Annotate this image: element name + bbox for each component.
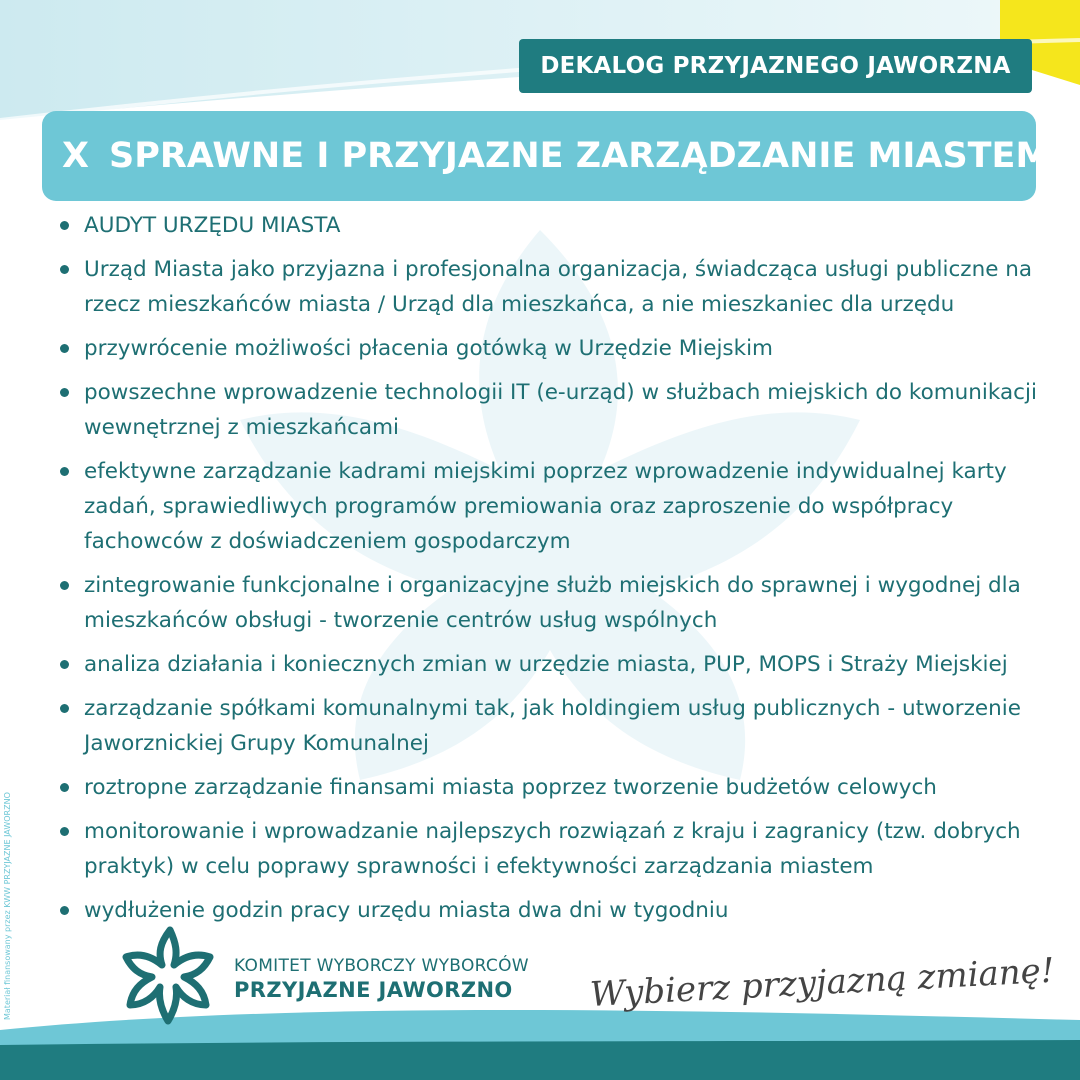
side-note: Materiał finansowany przez KWW PRZYJAZNE JAWORZNO	[3, 792, 12, 1020]
list-item-line: wewnętrznej z mieszkańcami	[84, 415, 400, 440]
list-item-line: analiza działania i koniecznych zmian w urzędzie miasta, PUP, MOPS i Straży Miejskiej	[84, 652, 1008, 677]
top-badge: DEKALOG PRZYJAZNEGO JAWORZNA	[519, 39, 1032, 93]
organization-name	[234, 956, 529, 1002]
list-item-line: zadań, sprawiedliwych programów premiowania oraz zaproszenie do współpracy	[84, 494, 954, 519]
bullet-icon	[60, 265, 69, 274]
list-item-line: wydłużenie godzin pracy urzędu miasta dwa dni w tygodniu	[84, 898, 729, 923]
list-item-line: zintegrowanie funkcjonalne i organizacyjne służb miejskich do sprawnej i wygodnej dla	[84, 573, 1021, 598]
list-item-line: fachowców z doświadczeniem gospodarczym	[84, 529, 571, 554]
list-item-line: efektywne zarządzanie kadrami miejskimi poprzez wprowadzenie indywidualnej karty	[84, 459, 1007, 484]
bullet-icon	[60, 704, 69, 713]
list-item-line: monitorowanie i wprowadzanie najlepszych rozwiązań z kraju i zagranicy (tzw. dobrych	[84, 819, 1021, 844]
list-item	[60, 331, 1050, 366]
list-item-line: zarządzanie spółkami komunalnymi tak, jak holdingiem usług publicznych - utworzenie	[84, 696, 1021, 721]
list-item-line: przywrócenie możliwości płacenia gotówką w Urzędzie Miejskim	[84, 336, 773, 361]
org-line2: PRZYJAZNE JAWORZNO	[234, 978, 513, 1002]
bullet-icon	[60, 906, 69, 915]
list-item-line: AUDYT URZĘDU MIASTA	[84, 213, 341, 238]
list-item-line: mieszkańców obsługi - tworzenie centrów usług wspólnych	[84, 608, 718, 633]
list-item-line: powszechne wprowadzenie technologii IT (e-urząd) w służbach miejskich do komunikacji	[84, 380, 1037, 405]
list-item-line: rzecz mieszkańców miasta / Urząd dla mieszkańca, a nie mieszkaniec dla urzędu	[84, 292, 955, 317]
list-item	[60, 691, 1050, 761]
section-title: SPRAWNE I PRZYJAZNE ZARZĄDZANIE MIASTEM	[109, 136, 1051, 176]
list-item	[60, 568, 1050, 638]
list-item	[60, 375, 1050, 445]
section-header	[42, 111, 1051, 201]
section-number: X	[62, 136, 89, 176]
org-line1: KOMITET WYBORCZY WYBORCÓW	[234, 956, 529, 976]
bullet-icon	[60, 827, 69, 836]
list-item	[60, 893, 1050, 928]
bullet-icon	[60, 660, 69, 669]
list-item	[60, 252, 1050, 322]
leaf-logo-icon	[118, 925, 223, 1025]
list-item	[60, 814, 1050, 884]
bullet-icon	[60, 221, 69, 230]
bullet-icon	[60, 581, 69, 590]
list-item-line: Jaworznickiej Grupy Komunalnej	[84, 731, 429, 756]
list-item	[60, 647, 1050, 682]
list-item	[60, 770, 1050, 805]
list-item-line: roztropne zarządzanie finansami miasta poprzez tworzenie budżetów celowych	[84, 775, 937, 800]
slogan: Wybierz przyjazną zmianę!	[588, 950, 1056, 1015]
bullet-icon	[60, 467, 69, 476]
list-item	[60, 454, 1050, 559]
bullet-list	[60, 208, 1050, 937]
bullet-icon	[60, 344, 69, 353]
bullet-icon	[60, 783, 69, 792]
list-item-line: praktyk) w celu poprawy sprawności i efektywności zarządzania miastem	[84, 854, 874, 879]
bullet-icon	[60, 388, 69, 397]
list-item-line: Urząd Miasta jako przyjazna i profesjonalna organizacja, świadcząca usługi publiczne na	[84, 257, 1033, 282]
list-item	[60, 208, 1050, 243]
